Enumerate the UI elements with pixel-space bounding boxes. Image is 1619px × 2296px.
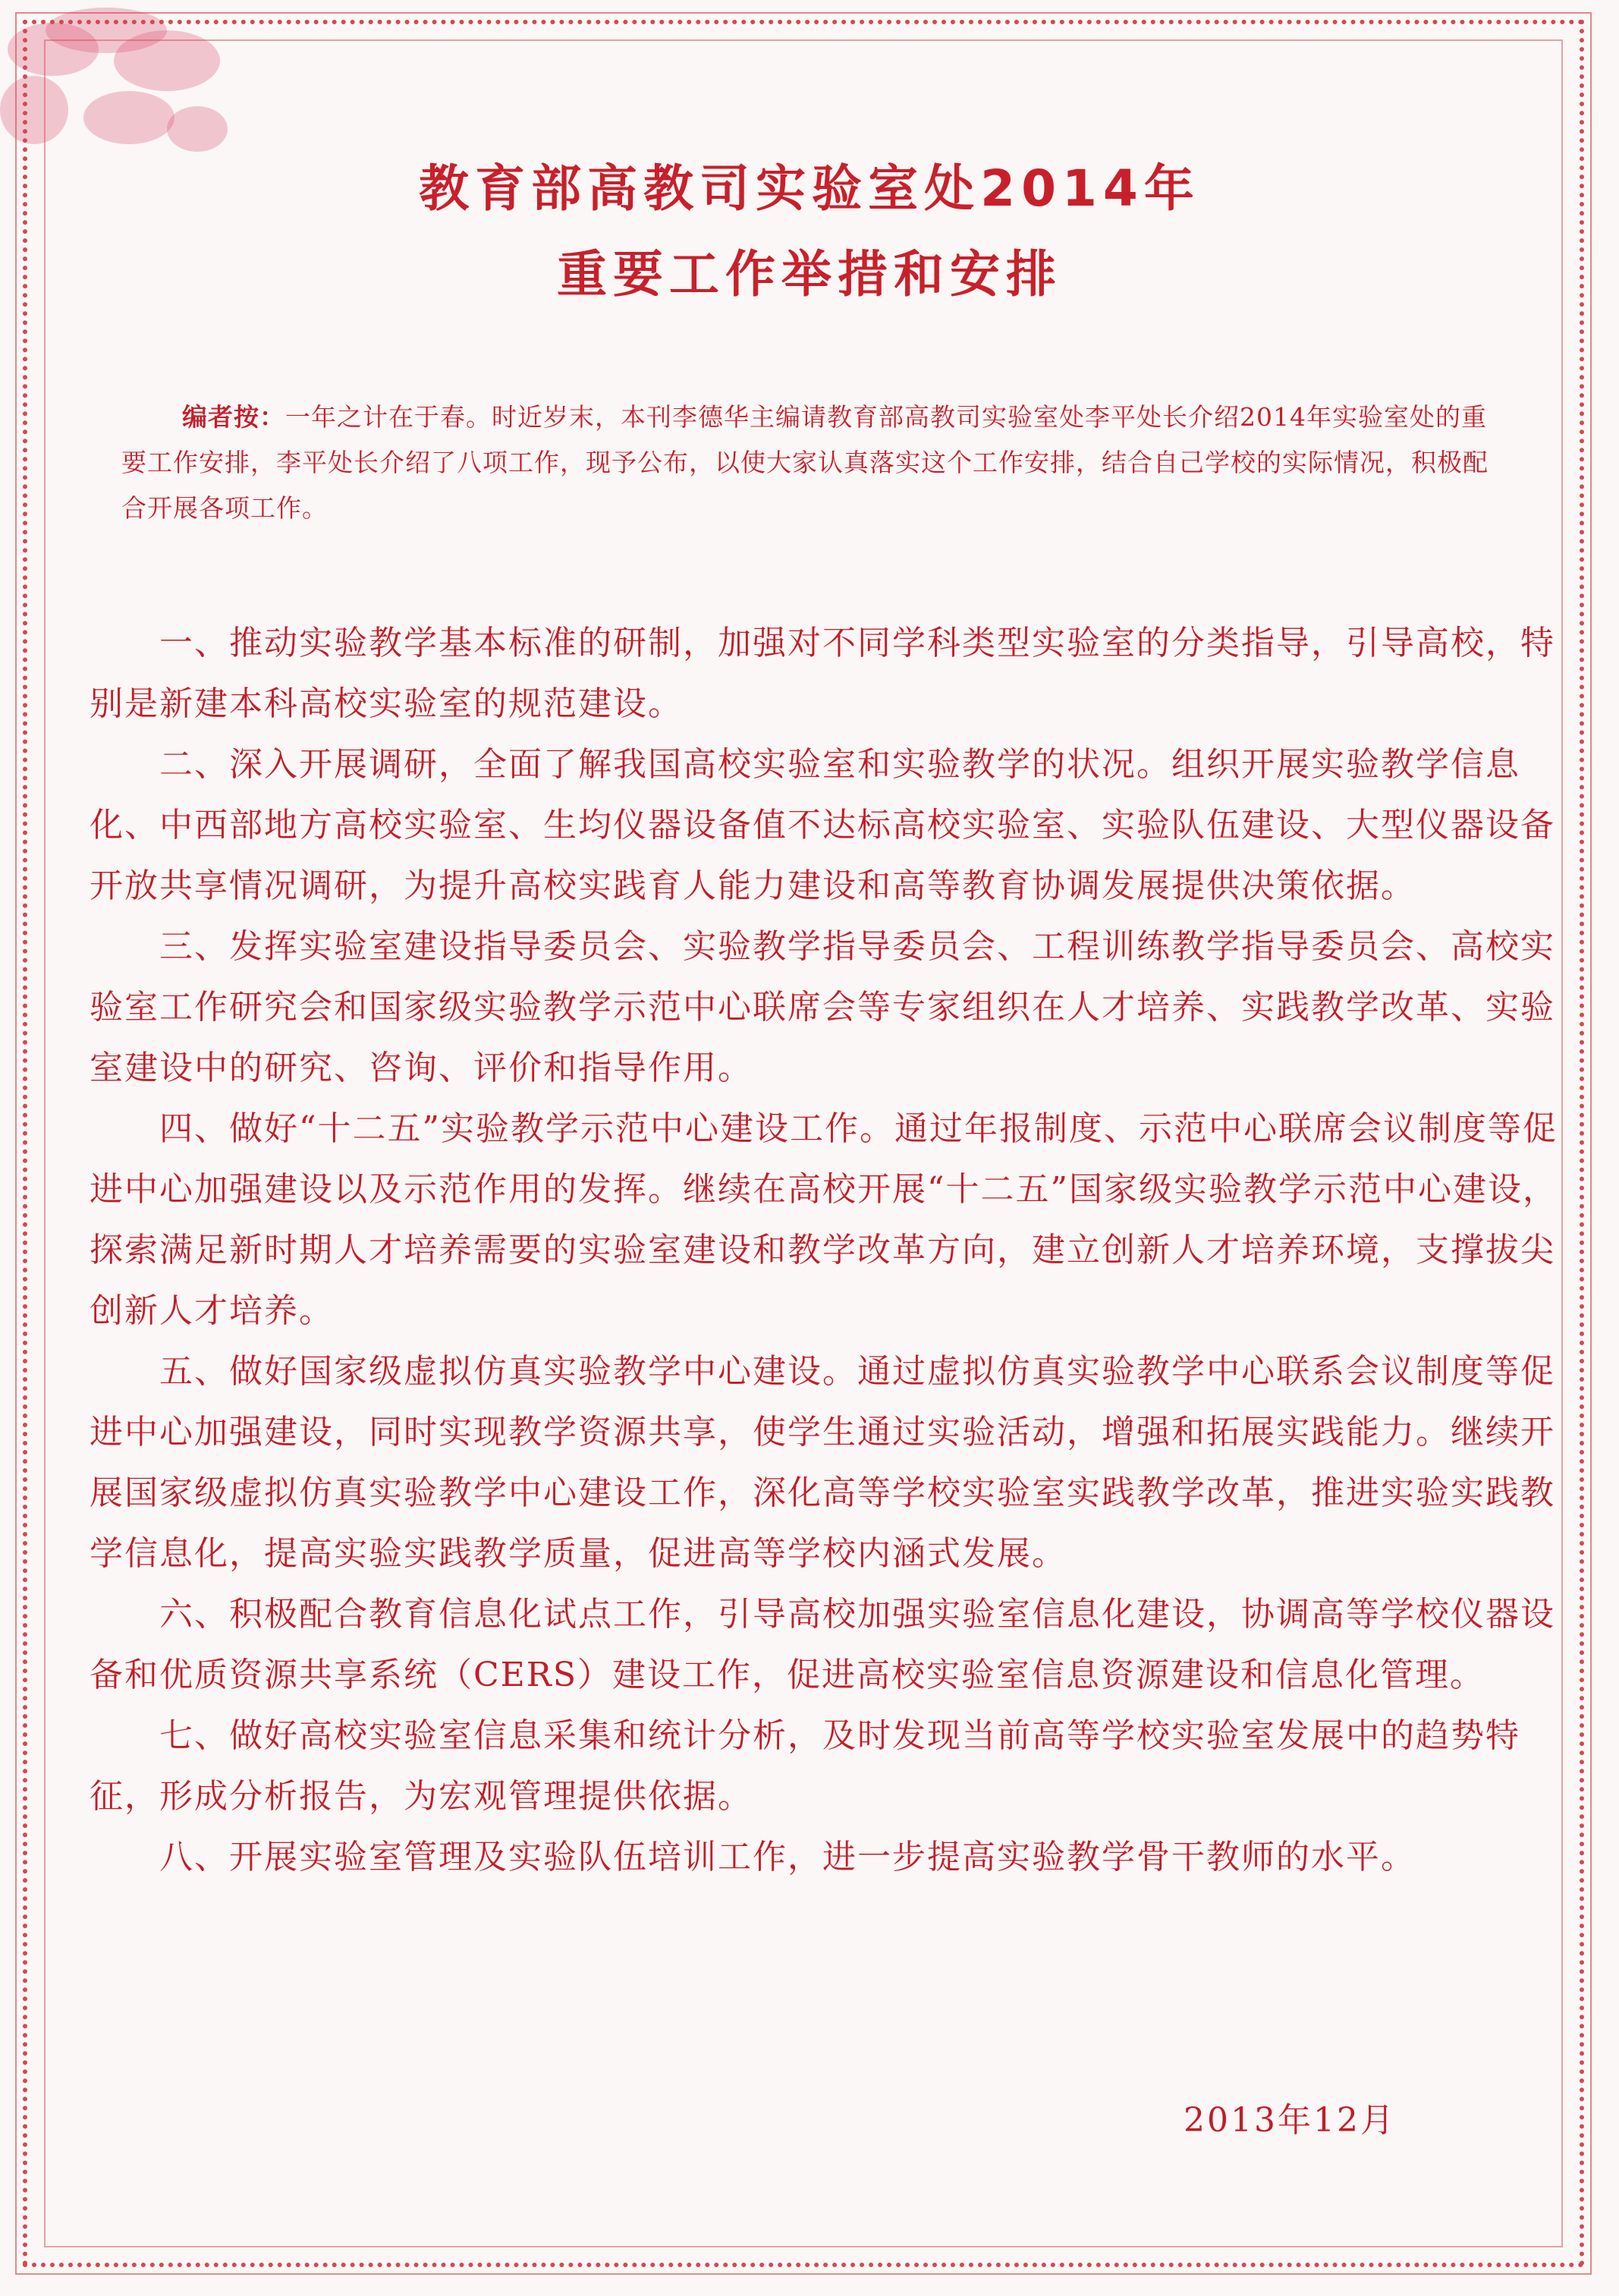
- paragraph-5: 五、做好国家级虚拟仿真实验教学中心建设。通过虚拟仿真实验教学中心联系会议制度等促进中心加强建设，同时实现教学资源共享，使学生通过实验活动，增强和拓展实践能力。继续开展国家级虚拟仿真实验教学中心建设工作，深化高等学校实验室实践教学改革，推进实验实践教学信息化，提高实验实践教学质量，促进高等学校内涵式发展。: [90, 1352, 1555, 1573]
- paragraph-7: 七、做好高校实验室信息采集和统计分析，及时发现当前高等学校实验室发展中的趋势特征，形成分析报告，为宏观管理提供依据。: [90, 1716, 1520, 1816]
- editor-note-label: 编者按：: [182, 402, 285, 432]
- paragraph-3: 三、发挥实验室建设指导委员会、实验教学指导委员会、工程训练教学指导委员会、高校实验室工作研究会和国家级实验教学示范中心联席会等专家组织在人才培养、实践教学改革、实验室建设中的研究、咨询、评价和指导作用。: [90, 927, 1555, 1087]
- page-title-line-1: 教育部高教司实验室处2014年: [419, 159, 1200, 218]
- document-date: 2013年12月: [1184, 2101, 1396, 2140]
- body-text: [90, 613, 1569, 1888]
- paragraph-2: 二、深入开展调研，全面了解我国高校实验室和实验教学的状况。组织开展实验教学信息化、中西部地方高校实验室、生均仪器设备值不达标高校实验室、实验队伍建设、大型仪器设备开放共享情况调研，为提升高校实践育人能力建设和高等教育协调发展提供决策依据。: [90, 745, 1555, 905]
- paragraph-4: 四、做好“十二五”实验教学示范中心建设工作。通过年报制度、示范中心联席会议制度等促进中心加强建设以及示范作用的发挥。继续在高校开展“十二五”国家级实验教学示范中心建设，探索满足新时期人才培养需要的实验室建设和教学改革方向，建立创新人才培养环境，支撑拔尖创新人才培养。: [90, 1109, 1558, 1330]
- paragraph-1: 一、推动实验教学基本标准的研制，加强对不同学科类型实验室的分类指导，引导高校，特别是新建本科高校实验室的规范建设。: [90, 624, 1555, 723]
- paragraph-6: 六、积极配合教育信息化试点工作，引导高校加强实验室信息化建设，协调高等学校仪器设备和优质资源共享系统（CERS）建设工作，促进高校实验室信息资源建设和信息化管理。: [90, 1595, 1555, 1694]
- stamp-mark: [0, 0, 243, 167]
- editor-note-text: 一年之计在于春。时近岁末，本刊李德华主编请教育部高教司实验室处李平处长介绍2014年实验室处的重要工作安排，李平处长介绍了八项工作，现予公布，以使大家认真落实这个工作安排，结合自己学校的实际情况，积极配合开展各项工作。: [121, 402, 1489, 523]
- editor-note: [121, 395, 1510, 531]
- paragraph-8: 八、开展实验室管理及实验队伍培训工作，进一步提高实验教学骨干教师的水平。: [159, 1838, 1416, 1876]
- page-title-line-2: 重要工作举措和安排: [557, 245, 1062, 304]
